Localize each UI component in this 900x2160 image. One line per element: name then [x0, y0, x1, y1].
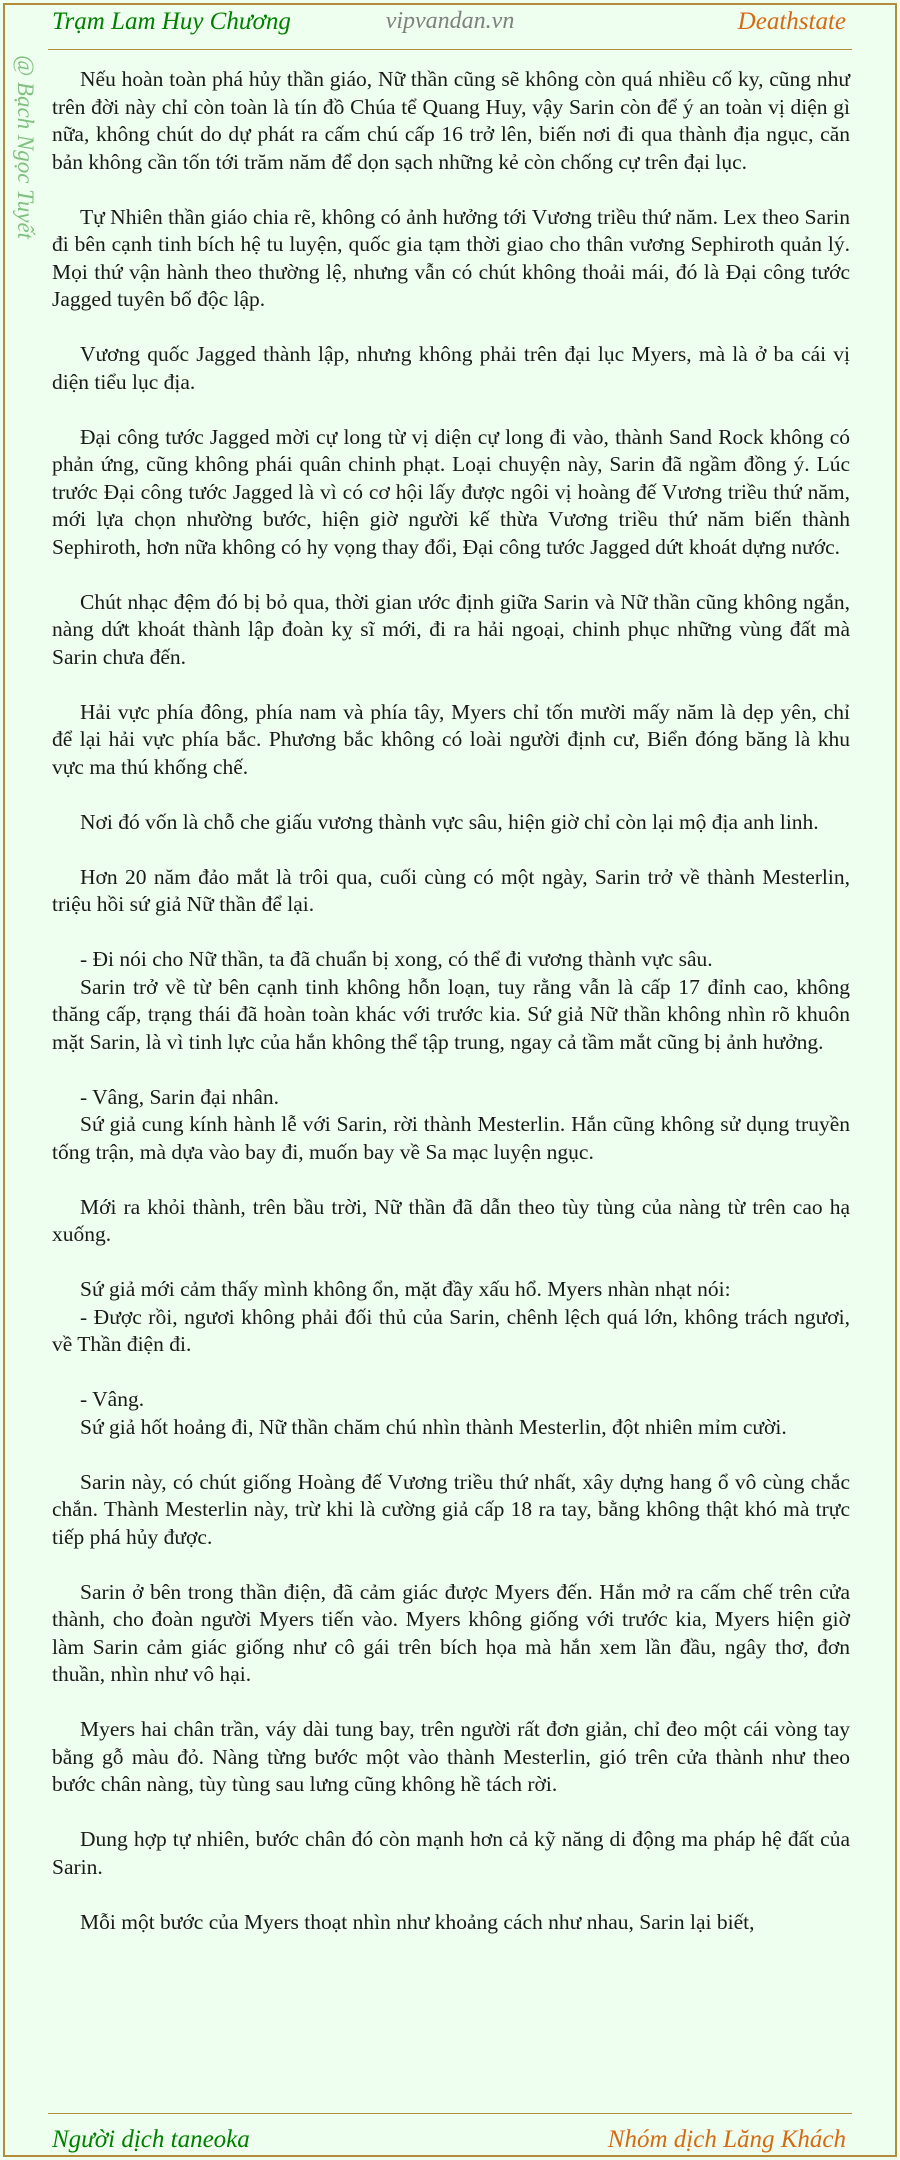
page-header [0, 0, 900, 50]
paragraph: Nơi đó vốn là chỗ che giấu vương thành vực sâu, hiện giờ chỉ còn lại mộ địa anh linh. [80, 809, 819, 834]
footer-translator: Người dịch taneoka [52, 2126, 250, 2153]
dialog-line: - Đi nói cho Nữ thần, ta đã chuẩn bị xong, có thể đi vương thành vực sâu. [80, 947, 713, 971]
header-book-title: Deathstate [737, 8, 846, 35]
paragraph: Hải vực phía đông, phía nam và phía tây, Myers chỉ tốn mười mấy năm là dẹp yên, chỉ để lại hải vực phía bắc. Phương bắc không có loài người định cư, Biển đóng băng là khu vực ma thú khống chế. [52, 699, 850, 779]
paragraph: Mới ra khỏi thành, trên bầu trời, Nữ thần đã dẫn theo tùy tùng của nàng từ trên cao hạ xuống. [52, 1194, 850, 1246]
dialog-narration: Sứ giả cung kính hành lễ với Sarin, rời thành Mesterlin. Hắn cũng không sử dụng truyền tống trận, mà dựa vào bay đi, muốn bay về Sa mạc luyện ngục. [52, 1112, 850, 1164]
paragraph: Chút nhạc đệm đó bị bỏ qua, thời gian ước định giữa Sarin và Nữ thần cũng không ngắn, nàng dứt khoát thành lập đoàn kỵ sĩ mới, đi ra hải ngoại, chinh phục những vùng đất mà Sarin chưa đến. [52, 589, 850, 669]
header-url: vipvandan.vn [385, 8, 515, 34]
side-watermark-text: @ Bạch Ngọc Tuyết [13, 55, 38, 240]
dialog-block [52, 1084, 850, 1167]
footer-group: Nhóm dịch Lăng Khách [607, 2126, 846, 2153]
dialog-narration: Sứ giả mới cảm thấy mình không ổn, mặt đầy xấu hổ. Myers nhàn nhạt nói: [80, 1277, 731, 1301]
paragraph: Đại công tước Jagged mời cự long từ vị diện cự long đi vào, thành Sand Rock không có phản ứng, cũng không phái quân chinh phạt. Loại chuyện này, Sarin đã ngầm đồng ý. Lúc trước Đại công tước Jagged là vì có cơ hội lấy được ngôi vị hoàng đế Vương triều thứ năm, mới lựa chọn nhường bước, hiện giờ người kế thừa Vương triều thứ năm biến thành Sephiroth, hơn nữa không có hy vọng thay đổi, Đại công tước Jagged dứt khoát dựng nước. [52, 424, 850, 559]
chapter-body [52, 66, 850, 1964]
side-watermark [3, 55, 47, 265]
paragraph: Nếu hoàn toàn phá hủy thần giáo, Nữ thần cũng sẽ không còn quá nhiều cố ky, cũng như trên đời này chỉ còn toàn là tín đồ Chúa tể Quang Huy, vậy Sarin còn để ý an toàn vị diện gì nữa, không chút do dự phát ra cấm chú cấp 16 trở lên, biến nơi đi qua thành địa ngục, căn bản không cần tốn tới trăm năm để dọn sạch những kẻ còn chống cự trên đại lục. [52, 67, 850, 174]
dialog-line: - Vâng. [80, 1387, 145, 1411]
paragraph: Myers hai chân trần, váy dài tung bay, trên người rất đơn giản, chỉ đeo một cái vòng tay bằng gỗ màu đỏ. Nàng từng bước một vào thành Mesterlin, gió trên cửa thành như theo bước chân nàng, tùy tùng sau lưng cũng không hề tách rời. [52, 1717, 850, 1796]
header-site-name: Trạm Lam Huy Chương [52, 8, 291, 35]
paragraph: Hơn 20 năm đảo mắt là trôi qua, cuối cùng có một ngày, Sarin trở về thành Mesterlin, triệu hồi sứ giả Nữ thần để lại. [52, 864, 850, 916]
dialog-narration: Sứ giả hốt hoảng đi, Nữ thần chăm chú nhìn thành Mesterlin, đột nhiên mỉm cười. [80, 1414, 787, 1439]
paragraph: Dung hợp tự nhiên, bước chân đó còn mạnh hơn cả kỹ năng di động ma pháp hệ đất của Sarin. [52, 1827, 850, 1879]
header-divider [48, 49, 852, 50]
dialog-block [52, 946, 850, 1056]
paragraph: Tự Nhiên thần giáo chia rẽ, không có ảnh hưởng tới Vương triều thứ năm. Lex theo Sarin đi bên cạnh tinh bích hệ tu luyện, quốc gia tạm thời giao cho thân vương Sephiroth quản lý. Mọi thứ vận hành theo thường lệ, nhưng vẫn có chút không thoải mái, đó là Đại công tước Jagged tuyên bố độc lập. [52, 204, 850, 311]
page-footer [0, 2113, 900, 2160]
paragraph: Mỗi một bước của Myers thoạt nhìn như khoảng cách như nhau, Sarin lại biết, [80, 1909, 755, 1934]
dialog-narration: Sarin trở về từ bên cạnh tinh không hỗn loạn, tuy rằng vẫn là cấp 17 đỉnh cao, không thăng cấp, trạng thái đã hoàn toàn khác với trước kia. Sứ giả Nữ thần không nhìn rõ khuôn mặt Sarin, là vì tinh lực của hắn không thể tập trung, ngay cả tầm mắt cũng bị ảnh hưởng. [52, 974, 850, 1054]
dialog-line: - Được rồi, ngươi không phải đối thủ của Sarin, chênh lệch quá lớn, không trách ngươi, về Thần điện đi. [52, 1304, 850, 1356]
paragraph: Vương quốc Jagged thành lập, nhưng không phải trên đại lục Myers, mà là ở ba cái vị diện tiểu lục địa. [52, 342, 850, 394]
paragraph: Sarin ở bên trong thần điện, đã cảm giác được Myers đến. Hắn mở ra cấm chế trên cửa thành, cho đoàn người Myers tiến vào. Myers không giống với trước kia, Myers hiện giờ làm Sarin cảm giác giống như cô gái trên bích họa mà hắn xem lần đầu, ngây thơ, đơn thuần, nhìn như vô hại. [52, 1579, 850, 1686]
dialog-block [52, 1276, 850, 1359]
paragraph: Sarin này, có chút giống Hoàng đế Vương triều thứ nhất, xây dựng hang ổ vô cùng chắc chắn. Thành Mesterlin này, trừ khi là cường giả cấp 18 ra tay, bằng không thật khó mà trực tiếp phá hủy được. [52, 1469, 850, 1549]
dialog-block [52, 1386, 850, 1441]
dialog-line: - Vâng, Sarin đại nhân. [80, 1084, 280, 1109]
